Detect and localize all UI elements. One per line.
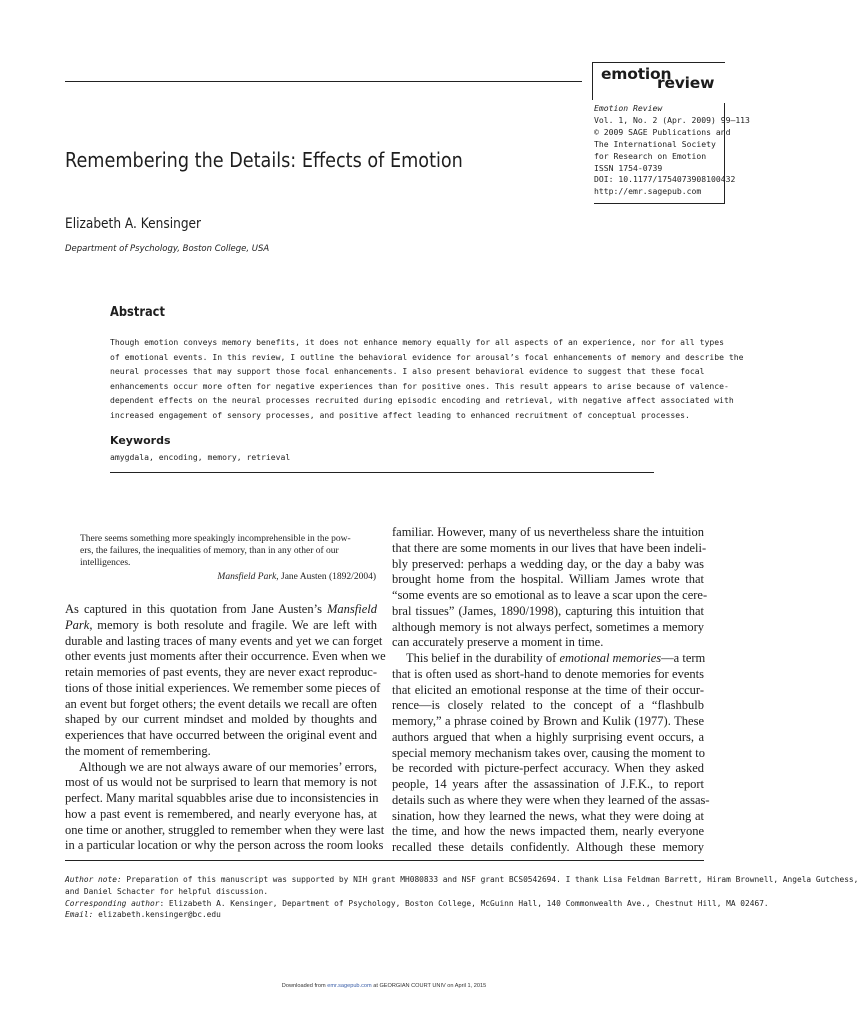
emphasis: Park xyxy=(65,617,90,632)
abstract-heading: Abstract xyxy=(110,305,165,320)
header-rule xyxy=(65,81,582,82)
journal-society-cont: for Research on Emotion xyxy=(594,150,707,161)
body-line: tions of those initial experiences. We remember some pieces of xyxy=(65,680,381,695)
author-note-cont: and Daniel Schacter for helpful discussion. xyxy=(65,886,269,896)
author-note: Author note: Preparation of this manuscript was supported by NIH grant MH080833 and NSF grant BCS0542694. I thank Lisa Feldman Barrett, Hiram Brownell, Angela Gutchess, xyxy=(65,875,858,884)
keywords-rule xyxy=(110,472,654,473)
body-line: special memory mechanism takes over, causing the moment to xyxy=(392,745,705,760)
article-title: Remembering the Details: Effects of Emotion xyxy=(65,148,463,172)
journal-society: The International Society xyxy=(594,138,716,149)
abstract-line: enhancements occur more often for negative experiences than for positive ones. This result appears to arise because of valence- xyxy=(110,380,729,391)
corresponding-author: Corresponding author: Elizabeth A. Kensinger, Department of Psychology, Boston College, McGuinn Hall, 140 Commonwealth Ave., Chestnut Hill, MA 02467. xyxy=(65,898,769,908)
body-line: This belief in the durability of emotional memories—a term xyxy=(406,651,706,665)
body-line: in a particular location or why the person across the room looks xyxy=(65,838,384,853)
footnotes xyxy=(65,874,858,921)
body-line: perfect. Many marital squabbles arise due to inconsistencies in xyxy=(65,791,379,805)
body-line: retain memories of past events, they are never exact reproduc- xyxy=(65,665,377,679)
abstract-line: increased engagement of sensory processes, and positive affect leading to enhanced recruitment of conceptual processes. xyxy=(110,409,690,420)
body-column-right xyxy=(392,525,710,856)
journal-copyright: © 2009 SAGE Publications and xyxy=(594,126,731,137)
emphasis: emotional memories xyxy=(559,651,662,665)
body-line: durable and lasting traces of many events and yet we can forget xyxy=(65,633,383,648)
body-line: bral tissues” (James, 1890/1998), capturing this intuition that xyxy=(392,603,704,618)
body-line: familiar. However, many of us nevertheless share the intuition xyxy=(392,525,704,539)
download-notice: Downloaded from emr.sagepub.com at GEORGIAN COURT UNIV on April 1, 2015 xyxy=(281,983,487,989)
body-line: most of us would not be surprised to learn that memory is not xyxy=(65,775,377,790)
body-line: details such as where they were when they learned of the assas- xyxy=(392,792,710,807)
epigraph xyxy=(80,533,376,570)
body-line: bly preserved: perhaps a wedding day, or the day a baby was xyxy=(392,556,704,571)
body-line: that elicited an emotional response at the time of their occur- xyxy=(392,682,704,697)
keywords-list: amygdala, encoding, memory, retrieval xyxy=(110,452,291,462)
body-line: can accurately preserve a moment in time. xyxy=(392,635,604,650)
epigraph-line: ers, the failures, the inequalities of memory, than in any other of our xyxy=(80,546,339,557)
body-line: Although we are not always aware of our memories’ errors, xyxy=(79,759,377,774)
body-line: rence—is closely related to the concept of a “flashbulb xyxy=(392,698,704,713)
abstract-line: dependent effects on the neural processes recruited during episodic encoding and retrieval, with negative affect associated with xyxy=(110,395,734,406)
journal-url[interactable]: http://emr.sagepub.com xyxy=(594,186,702,197)
body-line: experiences that have occurred between the original event and xyxy=(65,728,377,742)
abstract-line: Though emotion conveys memory benefits, it does not enhance memory equally for all aspects of an experience, nor for all types xyxy=(110,337,724,347)
journal-issn: ISSN 1754-0739 xyxy=(594,162,663,173)
abstract-line: of emotional events. In this review, I outline the behavioral evidence for arousal’s focal enhancements of memory and describe the xyxy=(110,351,744,362)
abstract-text xyxy=(110,335,744,423)
download-link[interactable]: emr.sagepub.com xyxy=(327,983,372,989)
epigraph-line: intelligences. xyxy=(80,558,131,569)
body-line: that is often used as short-hand to denote memories for events xyxy=(392,666,704,681)
body-line: the time, and how the news impacted them, nearly everyone xyxy=(392,824,704,839)
abstract-line: neural processes that may support those focal enhancements. I also present behavioral evidence to suggest that these focal xyxy=(110,366,705,377)
journal-name: Emotion Review xyxy=(594,103,663,113)
author-email[interactable]: Email: elizabeth.kensinger@bc.edu xyxy=(65,910,221,920)
emphasis: Mansfield xyxy=(327,602,377,616)
body-line: shaped by our current mindset and molded by thoughts and xyxy=(65,712,377,727)
epigraph-source-author: , Jane Austen (1892/2004) xyxy=(276,572,376,582)
body-line: how a past event is remembered, and nearly everyone has, at xyxy=(65,806,377,821)
body-line: brought home from the hospital. William James wrote that xyxy=(392,572,704,587)
epigraph-source-title: Mansfield Park xyxy=(217,572,277,582)
body-line: As captured in this quotation from Jane Austen’s Mansfield xyxy=(65,602,377,616)
body-column-left xyxy=(65,602,386,854)
keywords-heading: Keywords xyxy=(110,434,171,447)
body-line: the moment of remembering. xyxy=(65,743,211,758)
body-line: people, 14 years after the assassination of J.F.K., to report xyxy=(392,777,704,791)
author-affiliation: Department of Psychology, Boston College, USA xyxy=(65,244,270,254)
logo-word-emotion: emotion xyxy=(601,65,672,83)
epigraph-source xyxy=(80,572,376,582)
body-line: authors argued that when a highly surprising event occurs, a xyxy=(392,729,704,744)
body-line: one time or another, struggled to remember when they were last xyxy=(65,822,385,837)
body-line: “some events are so emotional as to leave a scar upon the cere- xyxy=(392,588,708,602)
journal-logo xyxy=(592,62,725,100)
body-line: although memory is not always perfect, sometimes a memory xyxy=(392,619,704,634)
epigraph-line: There seems something more speakingly incomprehensible in the pow- xyxy=(80,534,351,544)
body-line: be recorded with picture-perfect accuracy. When they asked xyxy=(392,761,704,776)
body-line: recalled these details confidently. Although these memory xyxy=(392,840,704,854)
footnote-rule xyxy=(65,860,704,861)
body-line: sination, how they learned the news, what they were doing at xyxy=(392,808,704,823)
logo-word-review: review xyxy=(657,74,715,92)
journal-meta xyxy=(594,103,750,204)
body-line: other events just moments after their occurrence. Even when we xyxy=(65,649,386,664)
article-author: Elizabeth A. Kensinger xyxy=(65,216,202,232)
journal-doi[interactable]: DOI: 10.1177/1754073908100432 xyxy=(594,174,736,185)
body-line: that there are some moments in our lives that have been indeli- xyxy=(392,540,707,555)
body-line: an event but forget others; the event details we recall are often xyxy=(65,696,377,711)
body-line: Park, memory is both resolute and fragile. We are left with xyxy=(65,617,377,632)
body-line: memory,” a phrase coined by Brown and Kulik (1977). These xyxy=(392,714,704,728)
journal-volume: Vol. 1, No. 2 (Apr. 2009) 99–113 xyxy=(594,114,750,125)
